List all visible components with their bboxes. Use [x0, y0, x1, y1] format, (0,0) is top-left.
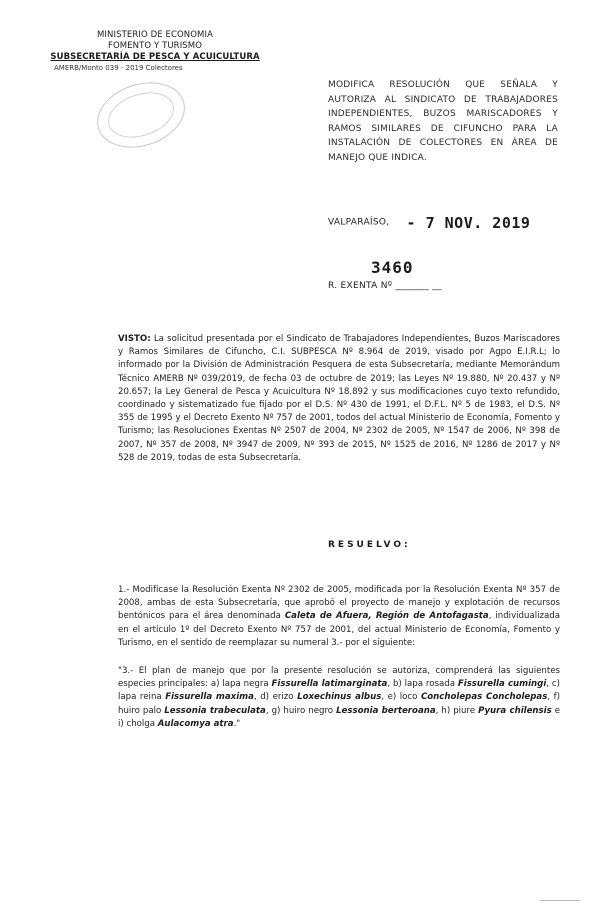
point1-text-a: 1.- Modifícase la Resolución Exenta Nº 2302 de 2005, modificada por la Resolución Exenta Nº 357 de 2008, ambas de esta Subsecretaría, que aprobó el proyecto de manejo y explotación de recursos bentónicos para el área denominada — [118, 585, 560, 622]
page-corner-mark — [540, 900, 580, 915]
point1-text-b: , individualizada en el artículo 1º del Decreto Exento Nº 757 de 2001, del actual Ministerio de Economía, Fomento y Turismo, en el sentido de reemplazar su numeral 3.- por el siguiente: — [118, 611, 560, 648]
date-line — [328, 212, 530, 232]
species-name: Fissurella latimarginata — [271, 679, 388, 690]
seal-inner-ring — [102, 85, 180, 146]
header-ministry: MINISTERIO DE ECONOMIA — [97, 30, 213, 40]
species-name: Loxechinus albus — [297, 692, 382, 703]
official-seal-stamp — [89, 72, 194, 159]
numeral3-text: , b) lapa rosada — [387, 679, 458, 690]
resolution-label: R. EXENTA Nº _______ __ — [328, 281, 442, 291]
species-name: Pyura chilensis — [478, 705, 552, 716]
numeral3-text: , e) loco — [381, 692, 421, 703]
numeral3-text: ." — [233, 718, 241, 729]
resolution-title: MODIFICA RESOLUCIÓN QUE SEÑALA Y AUTORIZA AL SINDICATO DE TRABAJADORES INDEPENDIENTES, BUZOS MARISCADORES Y RAMOS SIMILARES DE CIFUNCHO PARA LA INSTALACIÓN DE COLECTORES EN ÁREA DE MANEJO QUE INDICA. — [328, 80, 558, 163]
species-name: Fissurella maxima — [165, 692, 254, 703]
resolution-point-1 — [118, 584, 560, 650]
species-name: Concholepas Concholepas — [420, 692, 548, 703]
resolution-number: 3460 — [371, 258, 414, 277]
visto-text: La solicitud presentada por el Sindicato de Trabajadores Independientes, Buzos Mariscadores y Ramos Similares de Cifuncho, C.I. SUBPESCA Nº 8.964 de 2019, visado por Agpo E.I.R.L; lo informado por la División de Administración Pesquera de esta Subsecretaría, mediante Memorándum Técnico AMERB Nº 039/2019, de fecha 03 de octubre de 2019; las Leyes Nº 19.880, Nº 20.437 y Nº 20.657; la Ley General de Pesca y Acuicultura Nº 18.892 y sus modificaciones cuyo texto refundido, coordinado y sistematizado fue fijado por el D.S. Nº 430 de 1991, el D.F.L. Nº 5 de 1983, el D.S. Nº 355 de 1995 y el Decreto Exento Nº 757 de 2001, todos del actual Ministerio de Economía, Fomento y Turismo; las Resoluciones Exentas Nº 2507 de 2004, Nº 2302 de 2005, Nº 1547 de 2006, Nº 398 de 2007, Nº 357 de 2008, Nº 3947 de 2009, Nº 393 de 2015, Nº 1525 de 2016, Nº 1286 de 2017 y Nº 528 de 2019, todas de esta Subsecretaría. — [118, 334, 560, 463]
numeral3-text: , d) erizo — [253, 692, 298, 703]
numeral3-text: "3.- El plan de manejo que por la presente resolución se autoriza, comprenderá las siguientes especies principales: a) lapa negra — [118, 666, 560, 690]
numeral3-text: e i) cholga — [118, 705, 561, 729]
point1-area-name: Caleta de Afuera, Región de Antofagasta — [284, 611, 489, 622]
ministry-header — [50, 30, 260, 73]
header-fomento: FOMENTO Y TURISMO — [107, 41, 203, 51]
visto-paragraph — [118, 333, 560, 465]
date-stamp: - 7 NOV. 2019 — [406, 213, 531, 232]
numeral3-text: , f) huiro palo — [118, 692, 561, 716]
species-name: Lessonia trabeculata — [164, 705, 266, 716]
resolution-numeral-3 — [118, 665, 560, 731]
header-subsecretaria: SUBSECRETARÍA DE PESCA Y ACUICULTURA — [50, 52, 260, 62]
header-reference: AMERB/Monto 039 - 2019 Colectores — [54, 64, 183, 72]
date-place: VALPARAÍSO, — [328, 217, 390, 228]
resuelvo-heading: RESUELVO: — [328, 540, 411, 550]
species-name: Lessonia berteroana — [336, 705, 436, 716]
visto-heading: VISTO: — [118, 334, 151, 344]
numeral3-text: , g) huiro negro — [265, 705, 337, 716]
species-name: Fissurella cumingi — [457, 679, 547, 690]
numeral3-text: , c) lapa reina — [118, 679, 560, 703]
numeral3-text: , h) piure — [435, 705, 479, 716]
species-name: Aulacomya atra — [157, 718, 234, 729]
